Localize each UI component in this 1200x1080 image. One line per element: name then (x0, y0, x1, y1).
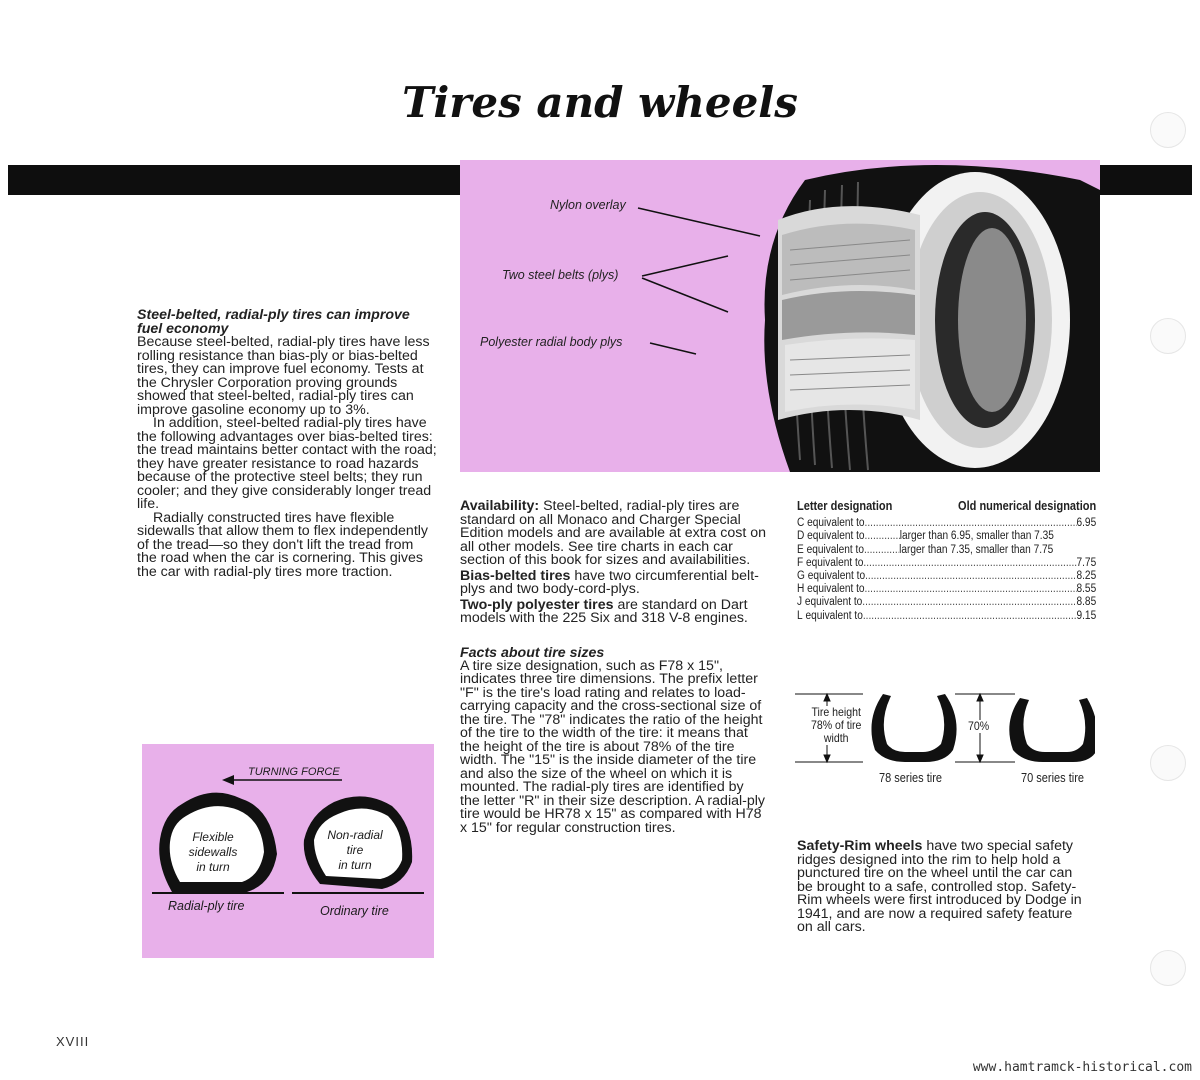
section-heading: Steel-belted, radial-ply tires can improve fuel economy (137, 307, 410, 337)
twoply-label: Two-ply polyester tires (460, 596, 614, 613)
radial-caption: Radial-ply tire (168, 899, 245, 913)
cell-letter: D (797, 530, 805, 543)
cell-text: equivalent to (807, 517, 865, 530)
safety-rim-paragraph (797, 840, 1087, 935)
line: in turn (196, 860, 230, 874)
dot-leader (863, 557, 1076, 570)
cell-text: equivalent to (807, 530, 865, 543)
bias-text: have two circumferential belt-plys and two body-cord-plys. (460, 567, 759, 597)
line: Flexible (192, 830, 234, 844)
line: tire (346, 843, 364, 857)
line: Non-radial (327, 828, 383, 842)
table-row (797, 530, 1096, 543)
cell-letter: H (797, 583, 805, 596)
header-bar-left (8, 165, 460, 195)
safety-rim-text: have two special safety ridges designed into the rim to help hold a punctured tire on the wheel until the car can be brought to a safe, controlled stop. Safety-Rim wheels were first introduced by Dodge in 1941, and are now a required safety feature on all cars. (797, 838, 1082, 935)
dot-leader (865, 530, 900, 543)
ordinary-caption: Ordinary tire (320, 904, 389, 918)
turning-force-label: TURNING FORCE (248, 766, 340, 778)
label-nylon-overlay: Nylon overlay (550, 198, 626, 212)
dot-leader (864, 544, 899, 557)
twoply-paragraph (460, 596, 766, 626)
line: in turn (338, 858, 372, 872)
line: 78% of tire (810, 718, 862, 732)
header-old: Old numerical designation (958, 499, 1097, 513)
cell-text: equivalent to (806, 556, 864, 569)
tire-cutaway-panel (460, 160, 1100, 472)
dot-leader (862, 596, 1076, 609)
cell-note: larger than 6.95, smaller than 7.35 (899, 530, 1054, 543)
dot-leader (865, 517, 1077, 530)
availability-paragraph (460, 500, 766, 568)
cell-letter: J (797, 596, 803, 609)
line: Tire height (811, 705, 861, 719)
cell-letter: E (797, 543, 804, 556)
twoply-text: are standard on Dart models with the 225 Six and 318 V-8 engines. (460, 596, 748, 626)
availability-text: Steel-belted, radial-ply tires are standard on all Monaco and Charger Special Edition models and are available at extra cost on all other models. See tire charts in each car section of this book for sizes and availabilities. (460, 498, 767, 568)
turning-force-panel (142, 744, 434, 958)
bias-paragraph (460, 567, 766, 597)
paragraph: Radially constructed tires have flexible sidewalls that allow them to flex independently of the tread—so they don't lift the tread from the road when the car is cornering. This gives the car with radial-ply tires more traction. (137, 509, 429, 580)
table-row (797, 610, 1096, 623)
cell-value: 9.15 (1076, 609, 1097, 622)
cell-text: equivalent to (806, 543, 864, 556)
table-row (797, 544, 1096, 557)
header-bar-right (1100, 165, 1192, 195)
cell-letter: F (797, 556, 804, 569)
binder-hole (1150, 745, 1186, 781)
paragraph: Because steel-belted, radial-ply tires have less rolling resistance than bias-ply or bias-belted tires, they can improve fuel economy. Tests at the Chrysler Corporation proving grounds showed that steel-belted, radial-ply tires can improve gasoline economy up to 3%. (137, 334, 430, 418)
height-label (801, 706, 871, 745)
cell-letter: L (797, 609, 803, 622)
table-row (797, 596, 1096, 609)
dot-leader (863, 610, 1077, 623)
facts-paragraph: A tire size designation, such as F78 x 15", indicates three tire dimensions. The prefix letter "F" is the tire's load rating and relates to load-carrying capacity and the cross-sectional size of the tire. The "78" indicates the ratio of the height of the tire to the width of the tire: it means that the height of the tire is about 78% of the tire width. The "15" is the inside diameter of the tire and also the size of the wheel on which it is mounted. The radial-ply tires are identified by the letter "R" in their size description. A radial-ply tire would be HR78 x 15" as compared with H78 x 15" for regular construction tires. (460, 657, 765, 836)
series-diagram (795, 690, 1095, 790)
binder-hole (1150, 318, 1186, 354)
table-header (797, 500, 1096, 513)
cell-value: 8.85 (1076, 596, 1097, 609)
left-body (137, 336, 437, 579)
cell-value: 6.95 (1076, 517, 1097, 530)
ordinary-inner-text (318, 828, 392, 873)
cell-letter: C (797, 517, 805, 530)
caption-78-series: 78 series tire (879, 771, 942, 785)
cell-letter: G (797, 570, 805, 583)
availability-label: Availability: (460, 498, 540, 514)
page-number: XVIII (56, 1034, 90, 1049)
watermark: www.hamtramck-historical.com (972, 1060, 1192, 1075)
dot-leader (865, 583, 1077, 596)
safety-rim-label: Safety-Rim wheels (797, 838, 923, 854)
label-polyester-plys: Polyester radial body plys (480, 335, 623, 349)
line: width (823, 731, 849, 745)
cell-value: 8.55 (1076, 583, 1097, 596)
pct70-label: 70% (968, 719, 990, 733)
dot-leader (865, 570, 1076, 583)
cell-text: equivalent to (807, 570, 866, 583)
designation-table (797, 500, 1137, 623)
paragraph: In addition, steel-belted radial-ply tires have the following advantages over bias-belted tires: the tread maintains better contact with the road; they have greater resistance to road hazards because of the protective steel belts; they run cooler; and they give considerably longer tread life. (137, 415, 437, 512)
cell-note: larger than 7.35, smaller than 7.75 (899, 543, 1054, 556)
bias-label: Bias-belted tires (460, 567, 571, 584)
table-body (797, 517, 1096, 623)
middle-column (460, 500, 766, 835)
table-row (797, 583, 1096, 596)
cell-value: 8.25 (1076, 570, 1097, 583)
page-title: Tires and wheels (402, 78, 798, 127)
binder-hole (1150, 950, 1186, 986)
line: sidewalls (188, 845, 238, 859)
table-row (797, 570, 1096, 583)
table-row (797, 557, 1096, 570)
left-column (137, 308, 437, 579)
table-row (797, 517, 1096, 530)
radial-inner-text (178, 830, 248, 875)
cell-text: equivalent to (807, 583, 865, 596)
header-letter: Letter designation (797, 499, 893, 513)
label-steel-belts: Two steel belts (plys) (502, 268, 619, 282)
cell-text: equivalent to (804, 596, 863, 609)
cell-text: equivalent to (805, 609, 863, 622)
caption-70-series: 70 series tire (1021, 771, 1084, 785)
cell-value: 7.75 (1076, 556, 1097, 569)
safety-rim-section (797, 840, 1087, 935)
facts-heading: Facts about tire sizes (460, 644, 605, 661)
